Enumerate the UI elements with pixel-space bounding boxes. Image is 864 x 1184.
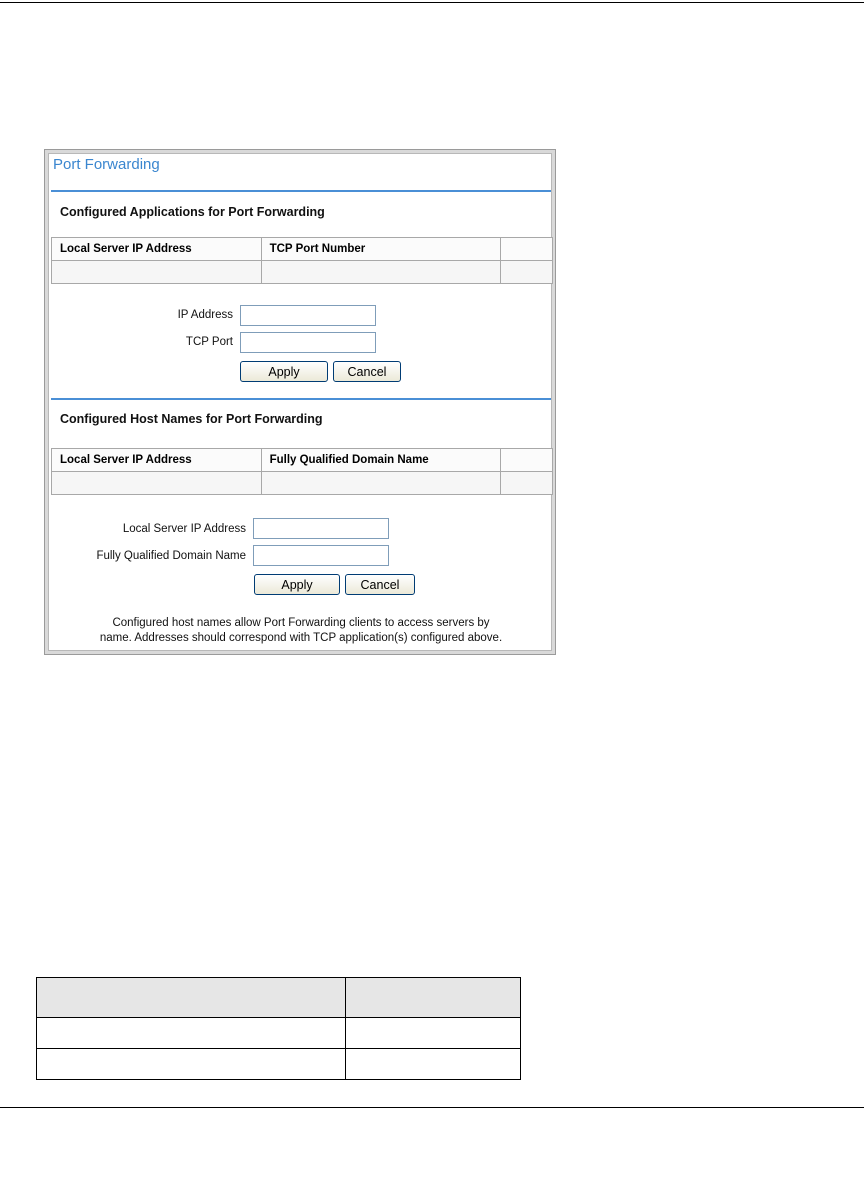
tcp-port-label: TCP Port [185, 336, 233, 348]
apps-cancel-button[interactable]: Cancel [333, 361, 401, 382]
table-row [52, 472, 553, 495]
col-local-server-ip: Local Server IP Address [52, 238, 262, 261]
local-server-ip-label: Local Server IP Address [122, 523, 246, 535]
document-table [36, 977, 521, 1080]
document-table-header-cell [37, 978, 346, 1018]
fqdn-label: Fully Qualified Domain Name [96, 550, 246, 562]
page-top-rule [0, 2, 864, 3]
table-cell [37, 1018, 346, 1049]
apps-section-heading: Configured Applications for Port Forwarding [60, 205, 325, 219]
local-server-ip-input[interactable] [253, 518, 389, 539]
table-row [37, 1018, 521, 1049]
ip-address-label: IP Address [177, 309, 233, 321]
apps-table-header [52, 238, 553, 261]
col-tcp-port-number: TCP Port Number [261, 238, 501, 261]
document-table-header-cell [346, 978, 521, 1018]
table-cell [346, 1018, 521, 1049]
table-cell [261, 472, 501, 495]
page-bottom-rule [0, 1107, 864, 1108]
hosts-table-header [52, 449, 553, 472]
fqdn-input[interactable] [253, 545, 389, 566]
table-cell [261, 261, 501, 284]
tcp-port-input[interactable] [240, 332, 376, 353]
col-local-server-ip: Local Server IP Address [52, 449, 262, 472]
hosts-apply-button[interactable]: Apply [254, 574, 340, 595]
table-cell [37, 1049, 346, 1080]
hosts-section-heading: Configured Host Names for Port Forwarding [60, 412, 323, 426]
document-table-header [37, 978, 521, 1018]
port-forwarding-panel [44, 149, 556, 655]
ip-address-input[interactable] [240, 305, 376, 326]
table-cell [346, 1049, 521, 1080]
note-line: Configured host names allow Port Forwarding clients to access servers by [112, 617, 490, 629]
col-action [501, 238, 553, 261]
table-row [37, 1049, 521, 1080]
col-action [501, 449, 553, 472]
table-cell [501, 472, 553, 495]
title-divider [51, 190, 551, 192]
table-row [52, 261, 553, 284]
host-names-note [75, 616, 527, 646]
apps-table [51, 237, 553, 284]
panel-title: Port Forwarding [53, 156, 160, 173]
note-line: name. Addresses should correspond with TCP application(s) configured above. [99, 632, 503, 644]
section-divider [51, 398, 551, 400]
hosts-cancel-button[interactable]: Cancel [345, 574, 415, 595]
table-cell [52, 472, 262, 495]
hosts-table [51, 448, 553, 495]
table-cell [501, 261, 553, 284]
apps-apply-button[interactable]: Apply [240, 361, 328, 382]
col-fqdn: Fully Qualified Domain Name [261, 449, 501, 472]
table-cell [52, 261, 262, 284]
